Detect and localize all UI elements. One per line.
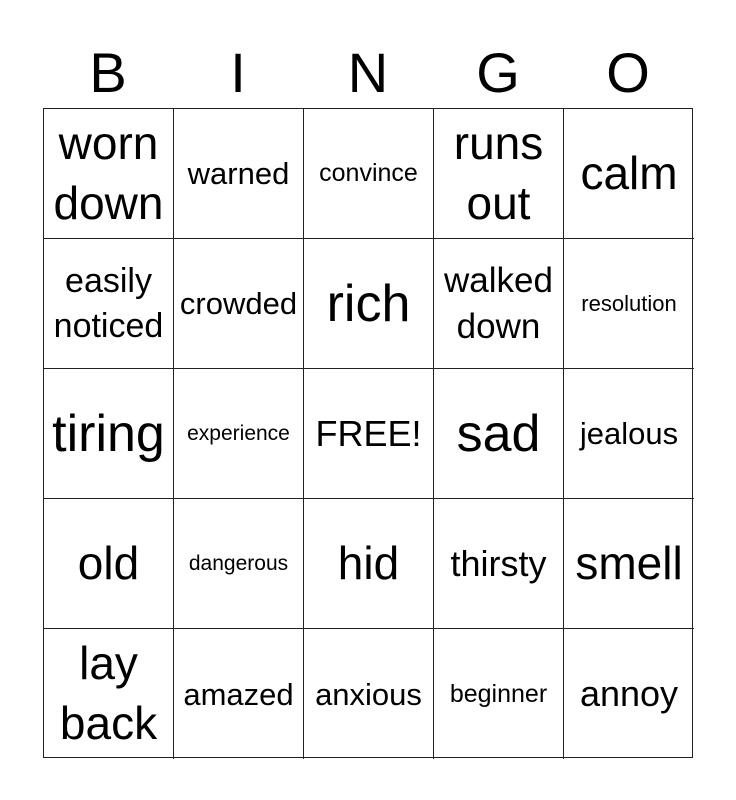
cell-text: easily noticed — [53, 262, 164, 345]
bingo-cell[interactable] — [174, 239, 304, 369]
cell-text: resolution — [581, 290, 677, 316]
cell-text: lay back — [59, 637, 158, 749]
cell-text: beginner — [449, 679, 548, 708]
header-letter-n: N — [347, 41, 389, 104]
bingo-cell[interactable] — [564, 369, 694, 499]
bingo-cell[interactable] — [434, 109, 564, 239]
bingo-cell[interactable] — [44, 369, 174, 499]
cell-text: thirsty — [450, 542, 547, 584]
bingo-card — [43, 108, 693, 758]
cell-text: amazed — [183, 676, 294, 712]
header-letter-b: B — [89, 41, 127, 104]
cell-text: tiring — [52, 404, 165, 463]
bingo-cell free-space[interactable] — [304, 369, 434, 499]
cell-text: walked down — [444, 261, 553, 346]
cell-text: dangerous — [188, 552, 289, 575]
bingo-cell[interactable] — [564, 629, 694, 759]
bingo-cell[interactable] — [564, 239, 694, 369]
cell-text: sad — [456, 404, 541, 463]
cell-text: old — [77, 536, 140, 589]
bingo-cell[interactable] — [564, 499, 694, 629]
cell-text: rich — [326, 274, 411, 333]
bingo-cell[interactable] — [44, 499, 174, 629]
cell-text: jealous — [579, 416, 679, 451]
bingo-cell[interactable] — [174, 369, 304, 499]
bingo-cell[interactable] — [434, 369, 564, 499]
bingo-cell[interactable] — [434, 499, 564, 629]
cell-text: experience — [187, 422, 290, 445]
bingo-cell[interactable] — [304, 109, 434, 239]
bingo-cell[interactable] — [304, 239, 434, 369]
cell-text: convince — [319, 159, 418, 187]
header-letter-g: G — [476, 41, 520, 104]
bingo-cell[interactable] — [304, 629, 434, 759]
cell-text: hid — [337, 536, 400, 589]
bingo-cell[interactable] — [174, 109, 304, 239]
bingo-cell[interactable] — [44, 239, 174, 369]
bingo-cell[interactable] — [174, 499, 304, 629]
cell-text: anxious — [315, 676, 422, 712]
cell-text: annoy — [579, 673, 679, 714]
cell-text: calm — [580, 146, 678, 199]
cell-text: warned — [187, 156, 290, 191]
cell-text: runs out — [453, 116, 544, 229]
bingo-cell[interactable] — [174, 629, 304, 759]
header-letter-i: I — [230, 41, 246, 104]
free-space-text: FREE! — [315, 412, 422, 454]
bingo-cell[interactable] — [434, 239, 564, 369]
bingo-header — [43, 38, 693, 108]
bingo-cell[interactable] — [44, 629, 174, 759]
bingo-cell[interactable] — [564, 109, 694, 239]
header-letter-o: O — [606, 41, 650, 104]
bingo-cell[interactable] — [434, 629, 564, 759]
cell-text: worn down — [53, 116, 164, 229]
bingo-cell[interactable] — [304, 499, 434, 629]
cell-text: smell — [575, 536, 683, 589]
bingo-cell[interactable] — [44, 109, 174, 239]
cell-text: crowded — [179, 286, 298, 321]
